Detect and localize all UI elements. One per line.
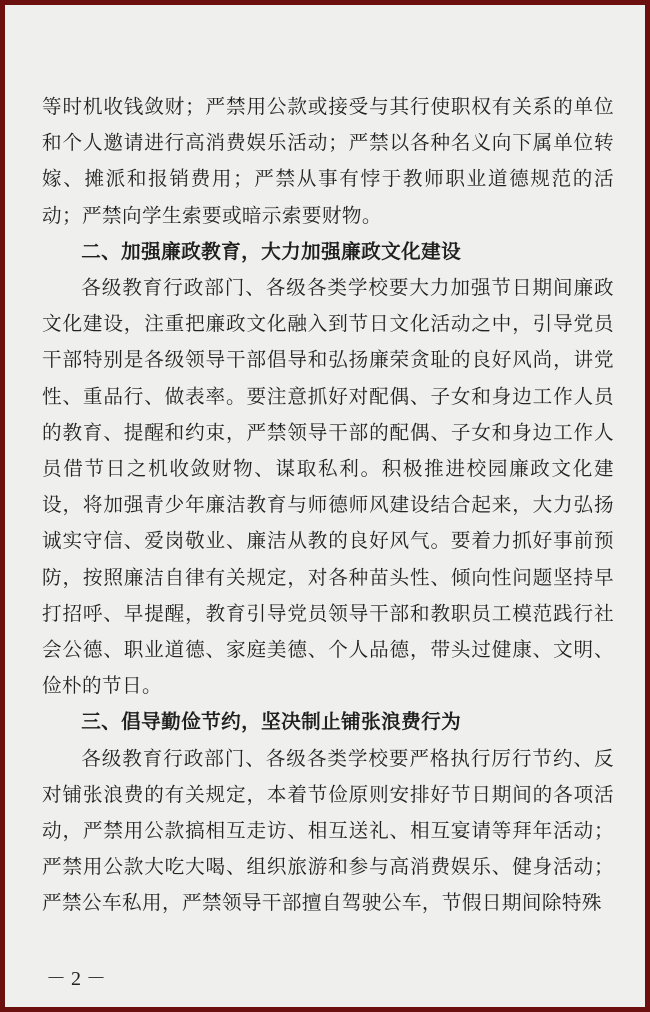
paragraph-section-3: 各级教育行政部门、各级各类学校要严格执行厉行节约、反对铺张浪费的有关规定，本着节俭原则安排好节日期间的各项活动，严禁用公款搞相互走访、相互送礼、相互宴请等拜年活动；严禁用公款大吃大喝、组织旅游和参与高消费娱乐、健身活动；严禁公车私用，严禁领导干部擅自驾驶公车，节假日期间除特殊 [42,746,614,915]
document-page [5,5,645,1007]
page-number: － 2 － [46,968,106,990]
paragraph-continuation: 等时机收钱敛财；严禁用公款或接受与其行使职权有关系的单位和个人邀请进行高消费娱乐活动；严禁以各种名义向下属单位转嫁、摊派和报销费用；严禁从事有悖于教师职业道德规范的活动；严禁向学生索要或暗示索要财物。 [42,95,614,227]
section-heading-2: 二、加强廉政教育，大力加强廉政文化建设 [81,239,462,263]
paragraph-section-2: 各级教育行政部门、各级各类学校要大力加强节日期间廉政文化建设，注重把廉政文化融入到节日文化活动之中，引导党员干部特别是各级领导干部倡导和弘扬廉荣贪耻的良好风尚，讲党性、重品行、做表率。要注意抓好对配偶、子女和身边工作人员的教育、提醒和约束，严禁领导干部的配偶、子女和身边工作人员借节日之机收敛财物、谋取私利。积极推进校园廉政文化建设，将加强青少年廉洁教育与师德师风建设结合起来，大力弘扬诚实守信、爱岗敬业、廉洁从教的良好风气。要着力抓好事前预防，按照廉洁自律有关规定，对各种苗头性、倾向性问题坚持早打招呼、早提醒，教育引导党员领导干部和教职员工模范践行社会公德、职业道德、家庭美德、个人品德，带头过健康、文明、俭朴的节日。 [42,276,614,698]
section-heading-3: 三、倡导勤俭节约，坚决制止铺张浪费行为 [81,710,462,734]
document-body [42,89,614,922]
